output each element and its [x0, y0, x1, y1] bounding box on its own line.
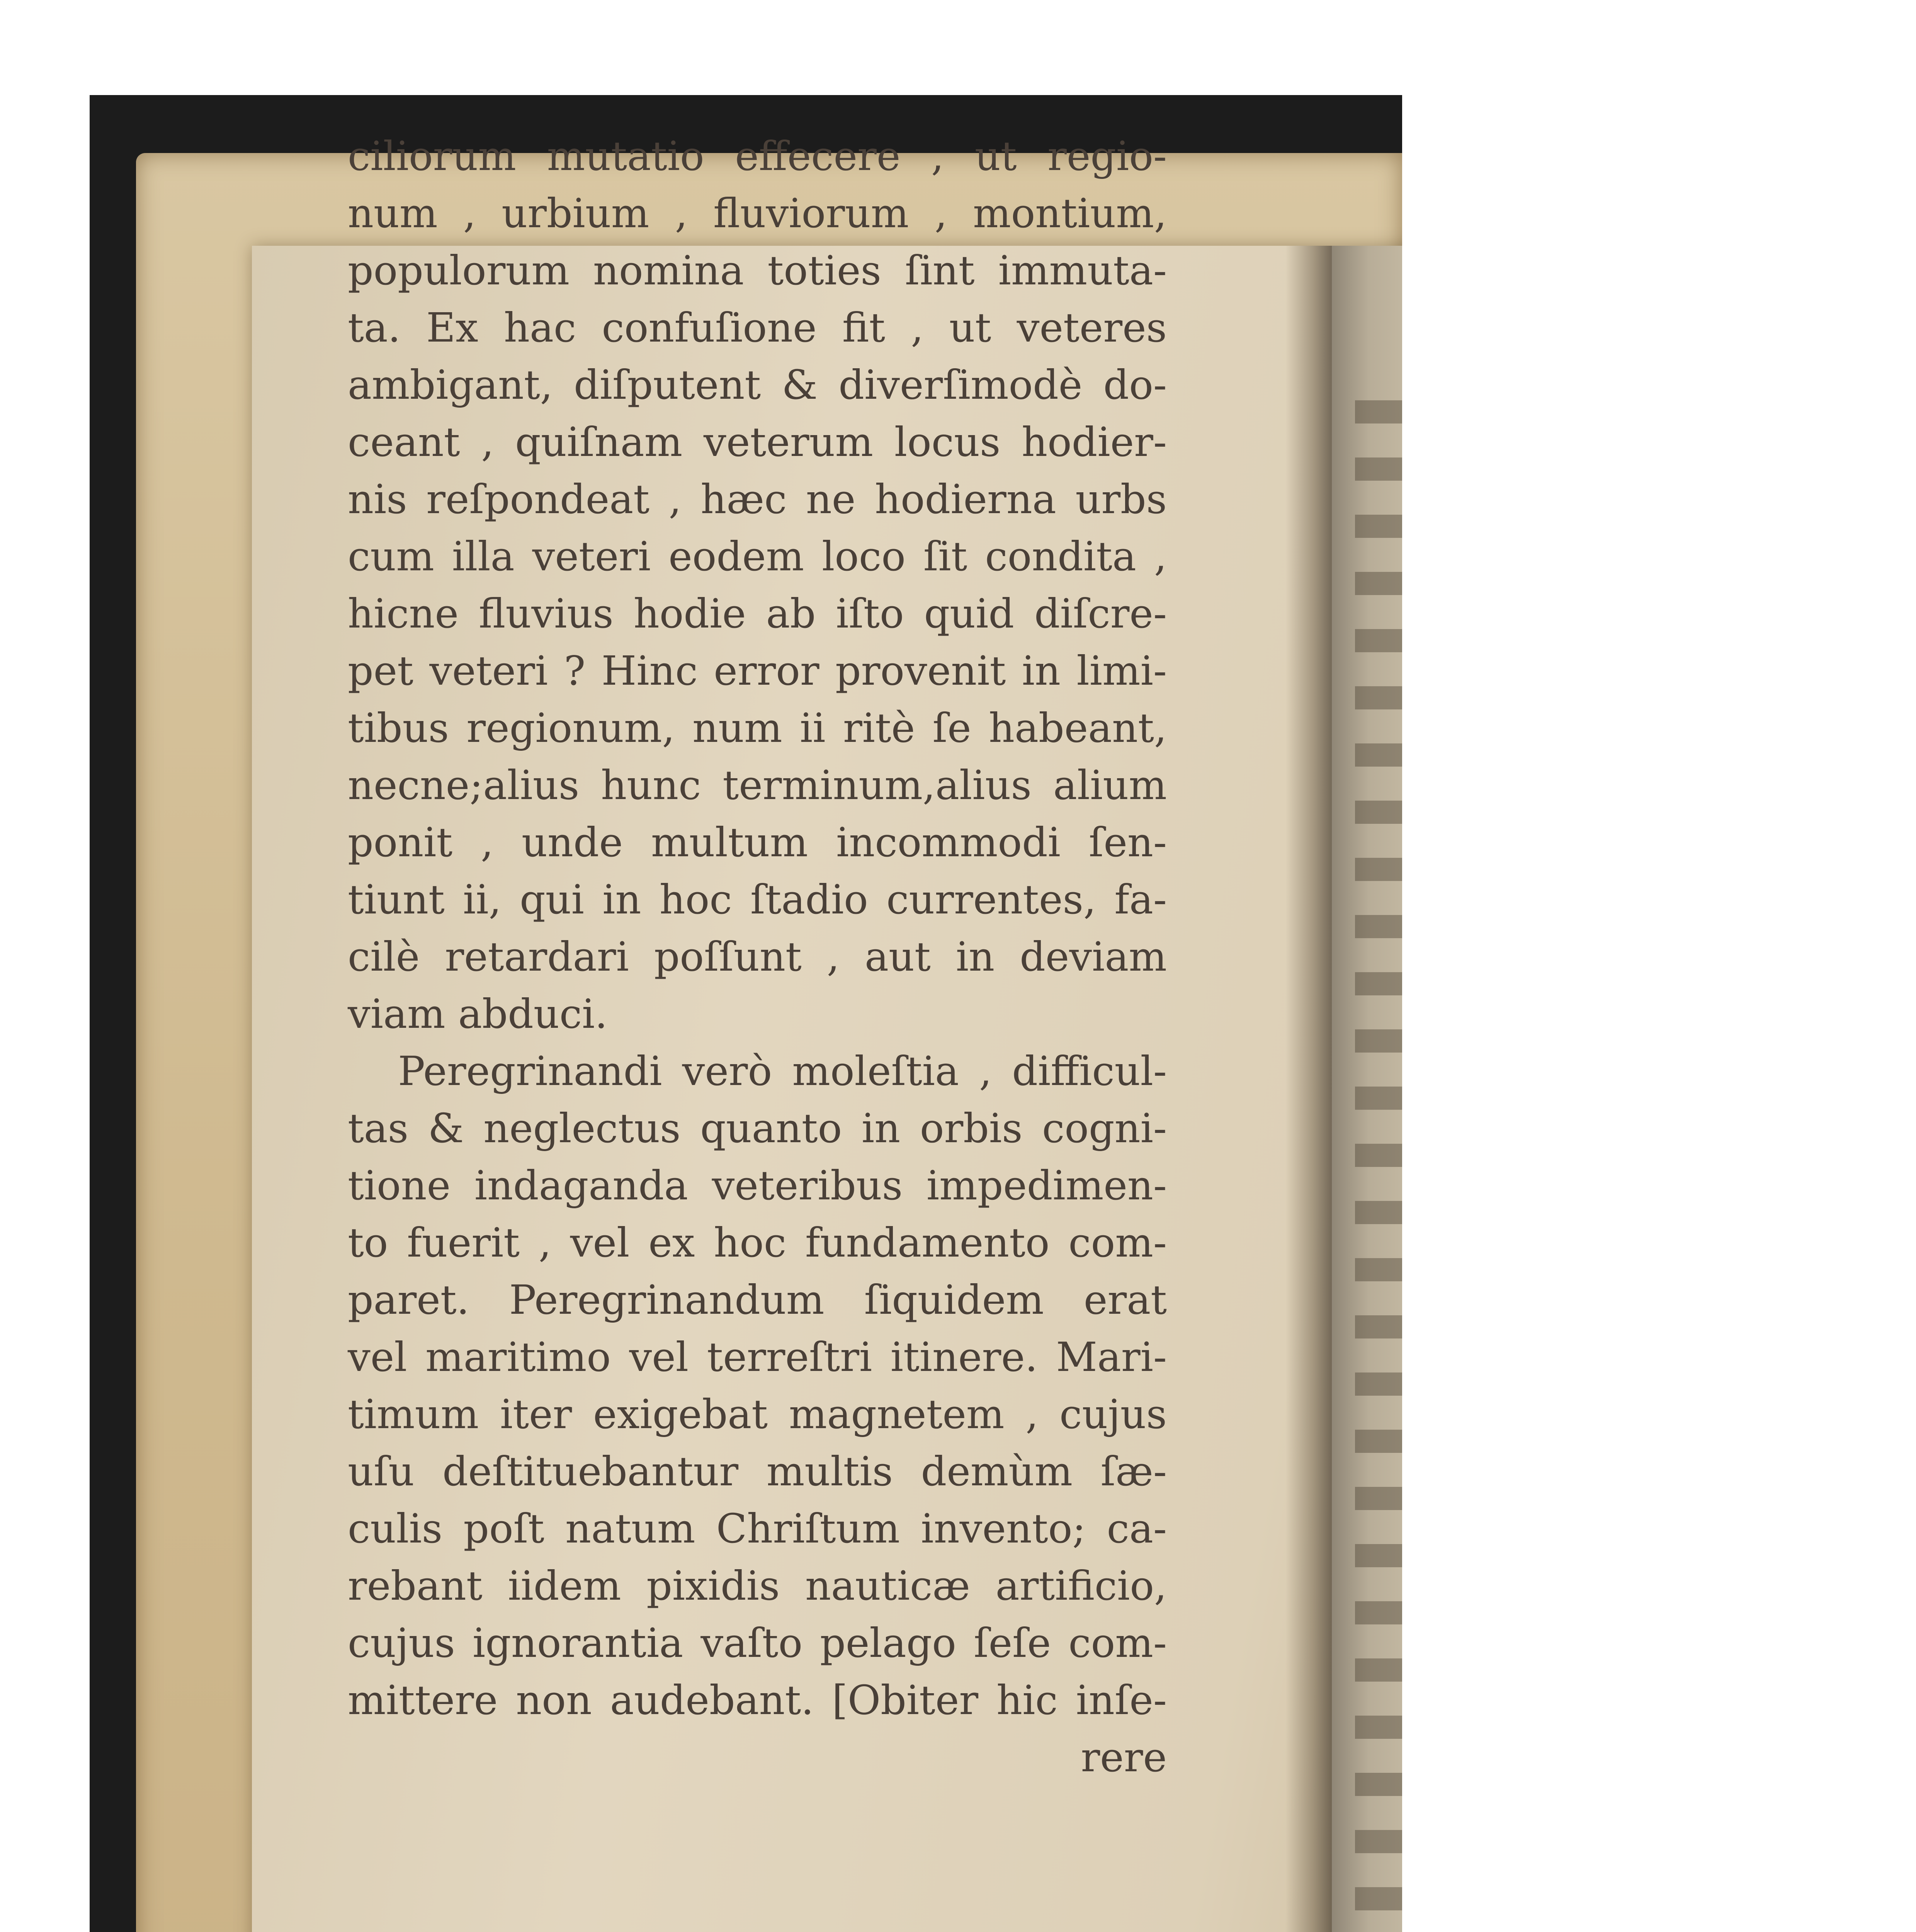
text-line: cilè retardari poſſunt , aut in deviam [348, 933, 1167, 980]
text-line: ambigant, diſputent & diverſimodè do- [348, 361, 1167, 408]
paragraph-end-line: viam abduci. [348, 990, 608, 1037]
text-line: vel maritimo vel terreſtri itinere. Mari- [348, 1333, 1167, 1381]
text-line: cum illa veteri eodem loco ſit condita , [348, 533, 1167, 580]
text-line: paret. Peregrinandum ſiquidem erat [348, 1276, 1167, 1323]
text-line: tione indaganda veteribus impedimen- [348, 1162, 1167, 1209]
text-line: cujus ignorantia vaſto pelago ſeſe com- [348, 1619, 1167, 1667]
text-line: tibus regionum, num ii ritè ſe habeant, [348, 704, 1167, 752]
facing-page-edge [1332, 246, 1402, 1932]
text-line: num , urbium , fluviorum , montium, [348, 190, 1167, 237]
text-line: to fuerit , vel ex hoc fundamento com- [348, 1219, 1167, 1266]
text-line: populorum nomina toties ſint immuta- [348, 247, 1167, 294]
text-line: nis reſpondeat , hæc ne hodierna urbs [348, 476, 1167, 523]
catchword: rere [1081, 1734, 1167, 1781]
gutter-shadow [1285, 246, 1332, 1932]
text-line: rebant iidem pixidis nauticæ artificio, [348, 1562, 1167, 1609]
facing-page-text-bleed [1355, 400, 1402, 1932]
text-line: tas & neglectus quanto in orbis cogni- [348, 1105, 1167, 1152]
text-line: uſu deſtituebantur multis demùm ſæ- [348, 1448, 1167, 1495]
text-line: pet veteri ? Hinc error provenit in limi- [348, 647, 1167, 694]
text-line: hicne fluvius hodie ab iſto quid diſcre- [348, 590, 1167, 637]
text-line: ceant , quiſnam veterum locus hodier- [348, 418, 1167, 466]
text-line: ciliorum mutatio effecere , ut regio- [348, 133, 1167, 180]
page-text-block [348, 128, 1167, 1786]
text-line: necne;alius hunc terminum,alius alium [348, 762, 1167, 809]
text-line: tiunt ii, qui in hoc ſtadio currentes, fa- [348, 876, 1167, 923]
text-line: timum iter exigebat magnetem , cujus [348, 1391, 1167, 1438]
text-line: ta. Ex hac confuſione fit , ut veteres [348, 304, 1167, 351]
text-line: ponit , unde multum incommodi ſen- [348, 819, 1167, 866]
paragraph-start-line: Peregrinandi verò moleſtia , difficul- [398, 1048, 1167, 1095]
text-line: mittere non audebant. [Obiter hic inſe- [348, 1677, 1167, 1724]
text-line: culis poſt natum Chriſtum invento; ca- [348, 1505, 1167, 1552]
